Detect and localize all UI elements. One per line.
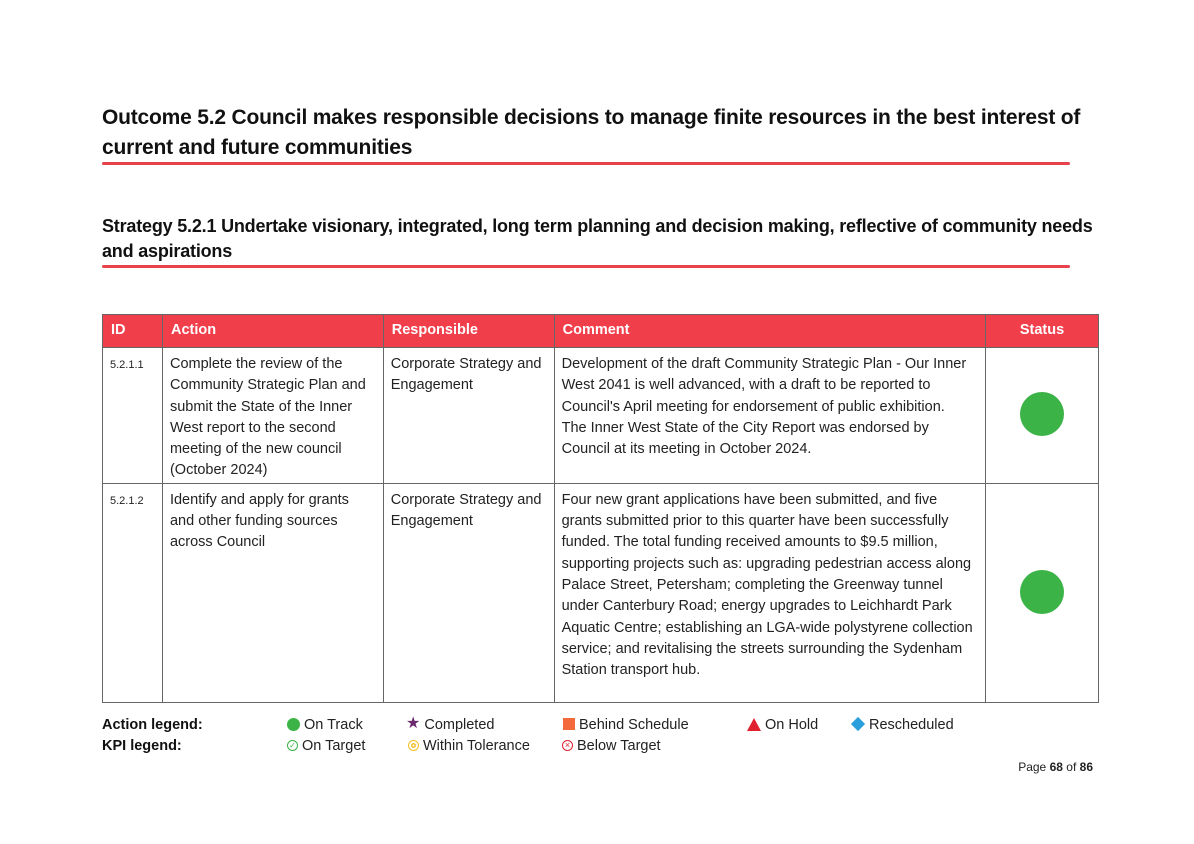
- comment-line: Four new grant applications have been submitted, and five grants submitted prior to this quarter have been successfully funded. The total funding received amounts to $9.5 million, supporting projects such as: upgrading pedestrian access along Palace Street, Petersham; completing the Greenway tunnel under Canterbury Road; energy upgrades to Leichhardt Park Aquatic Centre; establishing an LGA-wide polystyrene collection service; and revitalising the streets surrounding the Sydenham Station transport hub.: [561, 491, 973, 679]
- header-id: ID: [103, 315, 163, 348]
- strategy-heading: Strategy 5.2.1 Undertake visionary, integrated, long term planning and decision making, reflective of community needs and aspirations: [102, 216, 1093, 261]
- table-row: [103, 483, 1099, 702]
- row-comment: [554, 483, 985, 702]
- row-id: 5.2.1.2: [103, 483, 163, 702]
- legend-completed: [406, 717, 494, 733]
- legend-below-target: [562, 738, 661, 754]
- page-of: of: [1066, 760, 1077, 774]
- heading-underline: [102, 162, 1070, 165]
- legend-label: Rescheduled: [869, 717, 954, 733]
- table-header-row: [103, 315, 1099, 348]
- page-total: 86: [1079, 760, 1093, 774]
- row-responsible: Corporate Strategy and Engagement: [383, 483, 554, 702]
- row-responsible: Corporate Strategy and Engagement: [383, 348, 554, 484]
- row-action: Identify and apply for grants and other funding sources across Council: [162, 483, 383, 702]
- legend-label: On Target: [302, 738, 366, 754]
- on-track-status-icon: [1020, 570, 1064, 614]
- header-responsible: Responsible: [383, 315, 554, 348]
- legend-label: On Track: [304, 717, 363, 733]
- legend-on-track: [287, 717, 363, 733]
- kpi-legend-label: KPI legend:: [102, 738, 182, 754]
- header-action: Action: [162, 315, 383, 348]
- row-id: 5.2.1.1: [103, 348, 163, 484]
- action-legend-label: Action legend:: [102, 717, 203, 733]
- page-prefix: Page: [1018, 760, 1047, 774]
- legend-label: Below Target: [577, 738, 661, 754]
- legend-within-tolerance: [408, 738, 530, 754]
- legend: [102, 717, 1102, 759]
- header-status: Status: [986, 315, 1099, 348]
- row-action: Complete the review of the Community Strategic Plan and submit the State of the Inner West report to the second meeting of the new council (October 2024): [162, 348, 383, 484]
- legend-rescheduled: [851, 717, 954, 733]
- legend-label: Within Tolerance: [423, 738, 530, 754]
- blue-diamond-icon: [851, 717, 865, 731]
- row-comment: [554, 348, 985, 484]
- outcome-heading: Outcome 5.2 Council makes responsible decisions to manage finite resources in the best interest of current and future communities: [102, 106, 1081, 159]
- legend-label: Behind Schedule: [579, 717, 689, 733]
- page-number: [1018, 760, 1093, 774]
- green-check-circle-icon: ✓: [287, 740, 298, 751]
- orange-square-icon: [563, 718, 575, 730]
- comment-line: Development of the draft Community Strategic Plan - Our Inner West 2041 is well advanced, with a draft to be reported to Council's April meeting for endorsement of public exhibition.: [561, 356, 967, 415]
- row-status: [986, 483, 1099, 702]
- legend-label: On Hold: [765, 717, 819, 733]
- legend-on-target: [287, 738, 365, 754]
- legend-on-hold: [747, 717, 818, 733]
- comment-line: The Inner West State of the City Report was endorsed by Council at its meeting in October 2024.: [561, 419, 929, 458]
- actions-table: [102, 314, 1099, 703]
- heading-underline: [102, 265, 1070, 268]
- red-x-circle-icon: ×: [562, 740, 573, 751]
- on-track-status-icon: [1020, 392, 1064, 436]
- green-dot-icon: [287, 718, 300, 731]
- legend-label: Completed: [424, 717, 495, 733]
- purple-star-icon: ★: [406, 715, 421, 733]
- header-comment: Comment: [554, 315, 985, 348]
- yellow-ring-icon: [408, 740, 419, 751]
- row-status: [986, 348, 1099, 484]
- page-current: 68: [1049, 760, 1063, 774]
- red-triangle-icon: [747, 718, 761, 731]
- table-row: [103, 348, 1099, 484]
- legend-behind-schedule: [563, 717, 689, 733]
